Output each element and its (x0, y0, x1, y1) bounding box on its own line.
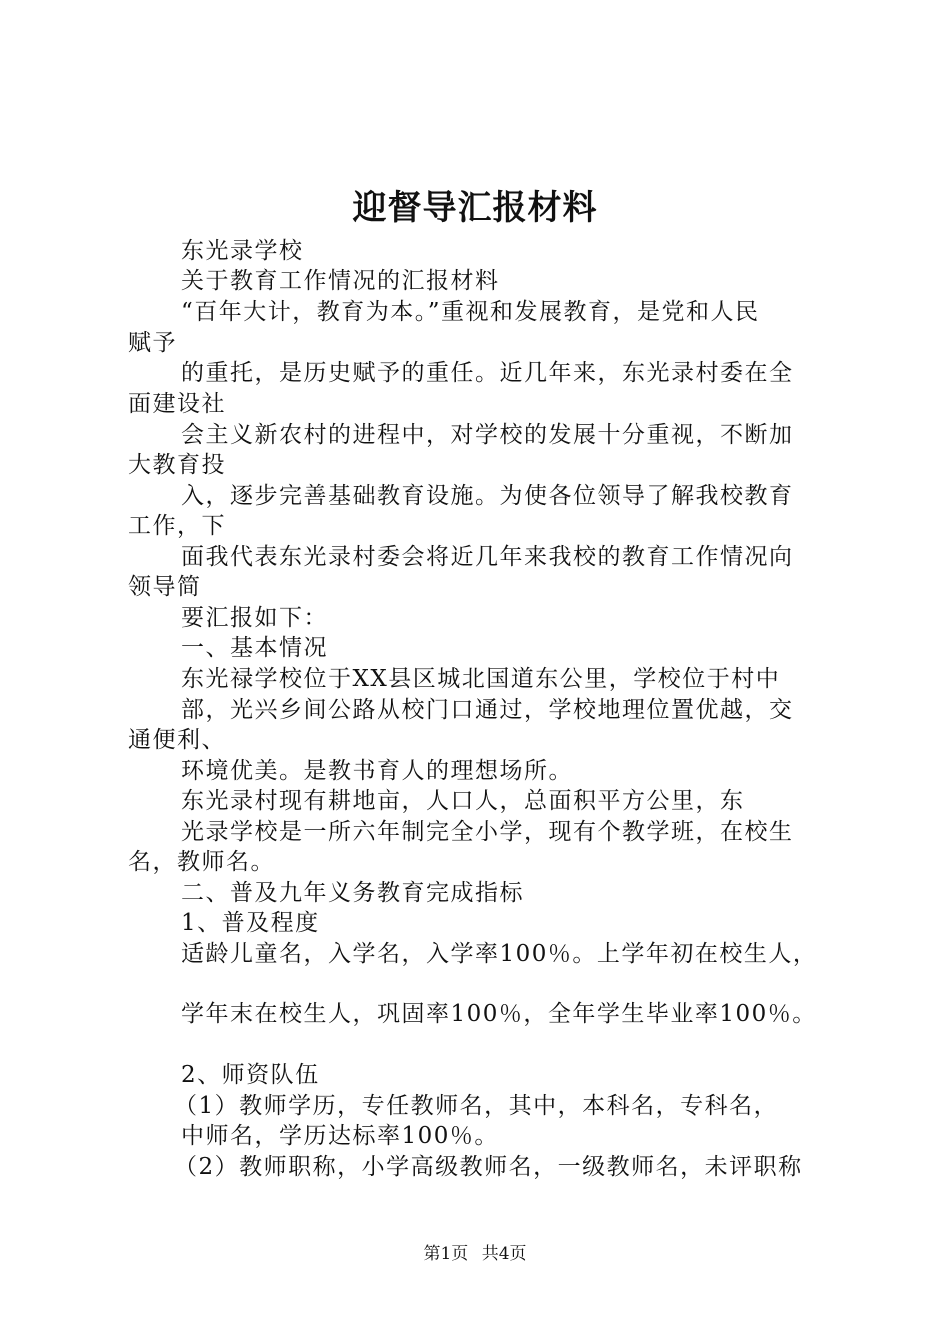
page-footer (0, 1242, 950, 1266)
page-total: 共4页 (481, 1244, 527, 1264)
text-line: 名，教师名。 (128, 849, 275, 875)
text-line: 适龄儿童名，入学名，入学率100％。上学年初在校生人， (181, 941, 818, 967)
section-heading: 一、基本情况 (181, 635, 328, 661)
text-line: 东光录学校 (181, 238, 304, 264)
text-line: 工作，下 (128, 513, 226, 539)
subsection-heading: 1、普及程度 (181, 910, 320, 936)
text-line: 领导简 (128, 574, 202, 600)
text-line: 中师名，学历达标率100％。 (181, 1123, 499, 1149)
subsection-heading: 2、师资队伍 (181, 1062, 320, 1088)
text-line: 环境优美。是教书育人的理想场所。 (181, 758, 573, 784)
text-line: 部，光兴乡间公路从校门口通过，学校地理位置优越，交 (181, 697, 794, 723)
text-line: （1）教师学历，专任教师名，其中，本科名，专科名， (174, 1093, 779, 1119)
text-line: 东光禄学校位于XX县区城北国道东公里，学校位于村中 (181, 666, 781, 692)
text-line: 大教育投 (128, 452, 226, 478)
text-line: “百年大计，教育为本。”重视和发展教育，是党和人民 (181, 299, 760, 325)
text-line: 会主义新农村的进程中，对学校的发展十分重视，不断加 (181, 422, 794, 448)
text-line: 关于教育工作情况的汇报材料 (181, 268, 500, 294)
text-line: 面建设社 (128, 391, 226, 417)
text-line: 入，逐步完善基础教育设施。为使各位领导了解我校教育 (181, 483, 794, 509)
text-line: 学年末在校生人，巩固率100％，全年学生毕业率100％。 (181, 1001, 817, 1027)
section-heading: 二、普及九年义务教育完成指标 (181, 880, 524, 906)
text-line: 通便利、 (128, 727, 226, 753)
text-line: 要汇报如下： (181, 605, 328, 631)
document-title: 迎督导汇报材料 (352, 188, 598, 228)
text-line: 光录学校是一所六年制完全小学，现有个教学班，在校生 (181, 819, 794, 845)
text-line: 东光录村现有耕地亩，人口人，总面积平方公里，东 (181, 788, 745, 814)
text-line: 的重托，是历史赋予的重任。近几年来，东光录村委在全 (181, 360, 794, 386)
text-line: 赋予 (128, 330, 177, 356)
text-line: 面我代表东光录村委会将近几年来我校的教育工作情况向 (181, 544, 794, 570)
text-line: （2）教师职称，小学高级教师名，一级教师名，未评职称 (174, 1154, 803, 1180)
page-number: 第1页 (423, 1244, 469, 1264)
